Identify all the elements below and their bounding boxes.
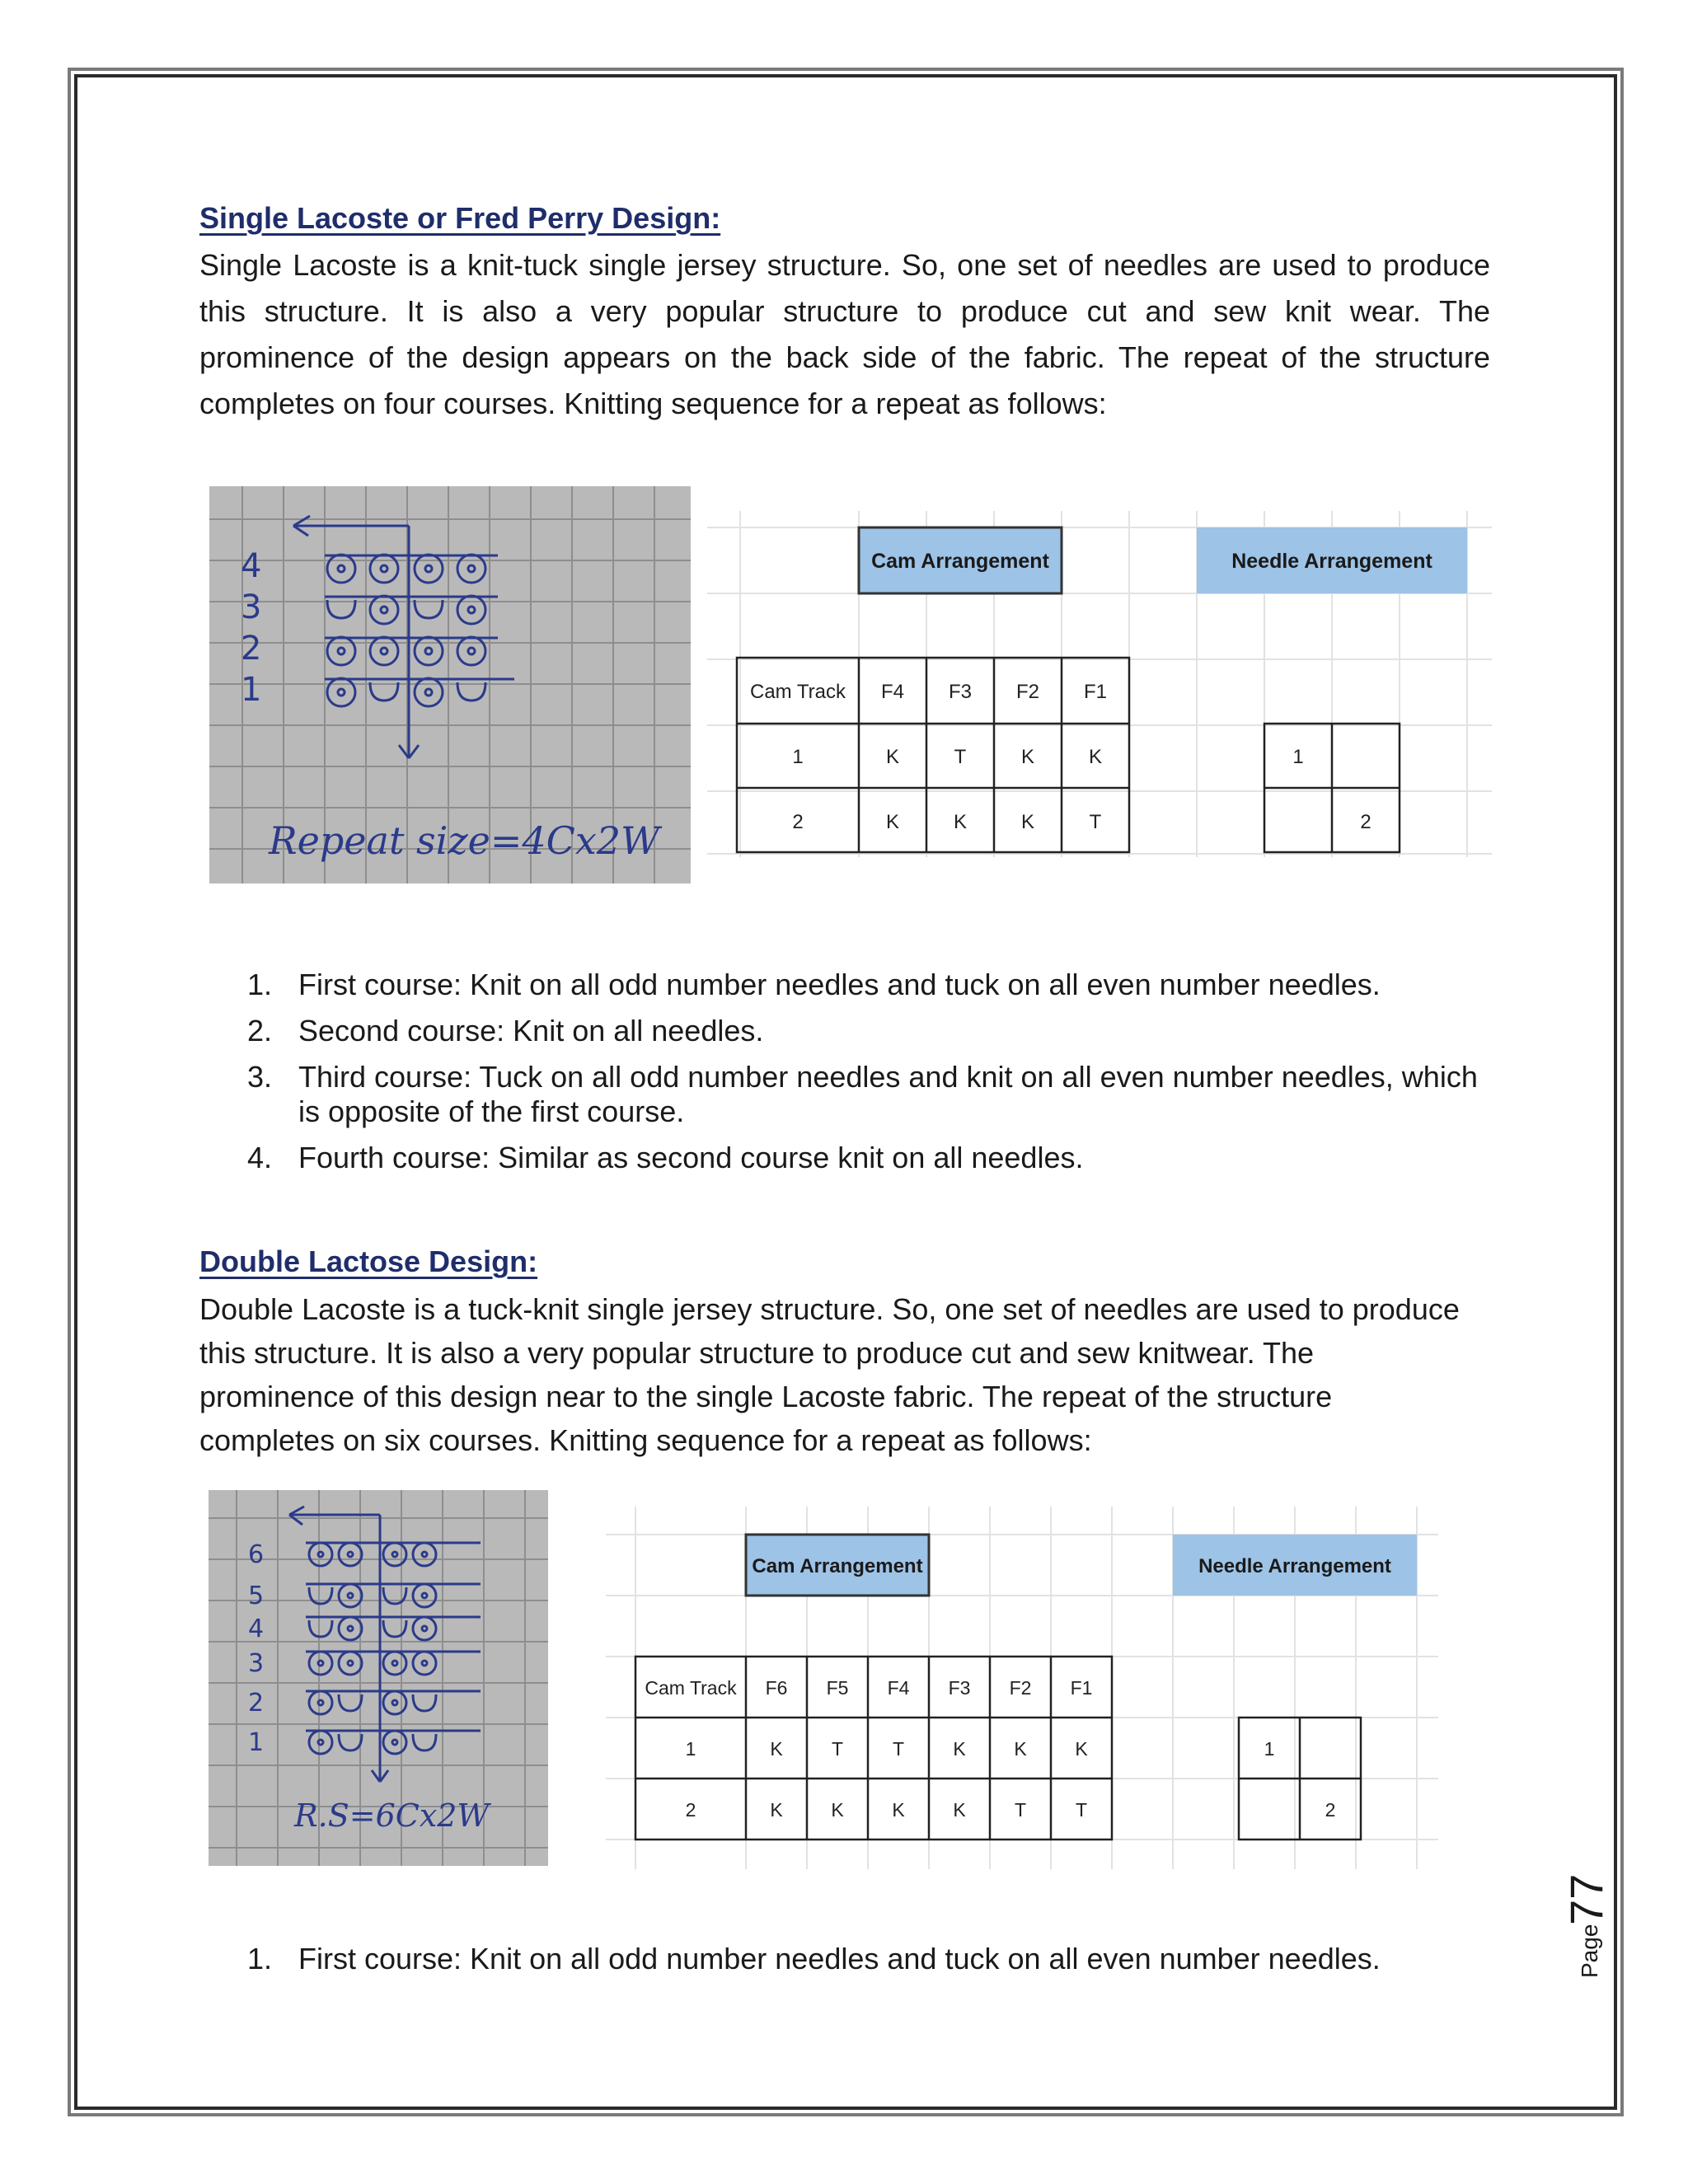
cam-table-cell: K <box>831 1799 844 1821</box>
section1-paragraph-line: Single Lacoste is a knit-tuck single jersey structure. So, one set of needles are used to produce <box>199 248 1490 282</box>
sketch1-caption: Repeat size=4Cx2W <box>269 818 660 863</box>
section1-paragraph-line: completes on four courses. Knitting sequence for a repeat as follows: <box>199 387 1107 420</box>
page-number <box>1560 1873 1615 1978</box>
section2-paragraph-line: this structure. It is also a very popular structure to produce cut and sew knitwear. The <box>199 1336 1314 1370</box>
section1-paragraph-line: this structure. It is also a very popular structure to produce cut and sew knit wear. The <box>199 294 1490 328</box>
sketch1-row-label: 2 <box>241 630 262 668</box>
cam-table-cell: T <box>1075 1799 1088 1821</box>
needle-cell: 1 <box>1292 746 1304 768</box>
list-item: 1. First course: Knit on all odd number needles and tuck on all even number needles. <box>247 968 1381 1001</box>
list-item: 1. First course: Knit on all odd number needles and tuck on all even number needles. <box>247 1942 1381 1975</box>
section1-sketch-drawing <box>209 486 691 883</box>
section2-arrangement-drawing <box>606 1507 1438 1869</box>
cam-table-cell: 1 <box>685 1738 696 1760</box>
cam-table-cell: K <box>885 811 900 833</box>
sketch2-caption: R.S=6Cx2W <box>294 1797 490 1834</box>
cam-table-header: F2 <box>1009 1677 1032 1699</box>
cam-table-cell: K <box>770 1738 783 1760</box>
sketch2-row-label: 3 <box>248 1649 265 1678</box>
cam-table-cell: 2 <box>792 811 804 833</box>
sketch2-row-label: 4 <box>248 1615 265 1643</box>
section1-arrangement-drawing <box>707 511 1492 857</box>
needle-arrangement-title: Needle Arrangement <box>1231 550 1432 573</box>
cam-table-header: F6 <box>765 1677 788 1699</box>
section2-paragraph-line: Double Lacoste is a tuck-knit single jersey structure. So, one set of needles are used to produce <box>199 1292 1460 1326</box>
section1-heading: Single Lacoste or Fred Perry Design: <box>199 201 721 235</box>
cam-table-cell: K <box>953 811 968 833</box>
section1-paragraph <box>199 242 1490 427</box>
page-label: Page <box>1577 1924 1602 1978</box>
cam-table-cell: T <box>1089 811 1102 833</box>
sketch2-row-label: 5 <box>248 1582 265 1610</box>
cam-table-cell: K <box>1020 746 1035 768</box>
list-item: 4. Fourth course: Similar as second course knit on all needles. <box>247 1141 1084 1174</box>
cam-table-cell: K <box>953 1738 966 1760</box>
sketch2-row-label: 6 <box>248 1540 265 1569</box>
cam-table-header: F3 <box>948 1677 971 1699</box>
cam-table-cell: T <box>954 746 967 768</box>
section2-arrangement-panel <box>606 1507 1438 1869</box>
section2-sketch-drawing <box>209 1490 548 1866</box>
cam-table-cell: K <box>1075 1738 1088 1760</box>
cam-table-cell: K <box>892 1799 905 1821</box>
section2-sketch-photo <box>209 1490 548 1866</box>
cam-table-header: Cam Track <box>749 681 846 703</box>
cam-table-header: F1 <box>1083 681 1108 703</box>
needle-cell: 2 <box>1360 811 1372 833</box>
cam-table-header: F5 <box>826 1677 849 1699</box>
cam-table-header: F2 <box>1015 681 1040 703</box>
needle-cell: 2 <box>1325 1799 1336 1821</box>
cam-table-cell: K <box>953 1799 966 1821</box>
cam-arrangement-title: Cam Arrangement <box>871 550 1049 573</box>
section2-paragraph-line: completes on six courses. Knitting sequence for a repeat as follows: <box>199 1423 1092 1457</box>
cam-table-cell: T <box>892 1738 905 1760</box>
sketch1-row-label: 3 <box>241 588 262 626</box>
section1-sketch-photo <box>209 486 691 883</box>
section2-paragraph-line: prominence of this design near to the single Lacoste fabric. The repeat of the structure <box>199 1380 1333 1413</box>
section2-heading: Double Lactose Design: <box>199 1244 538 1278</box>
list-item: 3. Third course: Tuck on all odd number needles and knit on all even number needles, which is opposite of the first course. <box>247 1060 1478 1128</box>
section2-course-list <box>247 1942 1492 1988</box>
section1-paragraph-line: prominence of the design appears on the back side of the fabric. The repeat of the structure <box>199 340 1490 374</box>
cam-arrangement-title: Cam Arrangement <box>752 1555 923 1577</box>
cam-table-cell: 2 <box>685 1799 696 1821</box>
cam-table-cell: K <box>770 1799 783 1821</box>
section2-paragraph <box>199 1287 1490 1462</box>
cam-table-header: F1 <box>1070 1677 1093 1699</box>
page-number-value: 77 <box>1560 1873 1612 1925</box>
needle-cell: 1 <box>1264 1738 1275 1760</box>
cam-table-header: F4 <box>887 1677 910 1699</box>
needle-arrangement-title: Needle Arrangement <box>1198 1555 1391 1577</box>
sketch1-row-label: 4 <box>241 547 262 585</box>
cam-table-cell: K <box>1088 746 1103 768</box>
cam-table-cell: 1 <box>792 746 804 768</box>
sketch2-row-label: 1 <box>248 1728 265 1757</box>
cam-table-cell: K <box>885 746 900 768</box>
cam-table-header: F4 <box>880 681 905 703</box>
cam-table-cell: T <box>1014 1799 1027 1821</box>
section1-arrangement-panel <box>707 511 1492 857</box>
cam-table-cell: T <box>831 1738 844 1760</box>
cam-table-cell: K <box>1014 1738 1027 1760</box>
section1-course-list <box>247 968 1492 1187</box>
cam-table-cell: K <box>1020 811 1035 833</box>
sketch1-row-label: 1 <box>241 671 262 709</box>
cam-table-header: Cam Track <box>645 1677 737 1699</box>
list-item: 2. Second course: Knit on all needles. <box>247 1014 764 1047</box>
sketch2-row-label: 2 <box>248 1689 265 1718</box>
cam-table-header: F3 <box>948 681 973 703</box>
